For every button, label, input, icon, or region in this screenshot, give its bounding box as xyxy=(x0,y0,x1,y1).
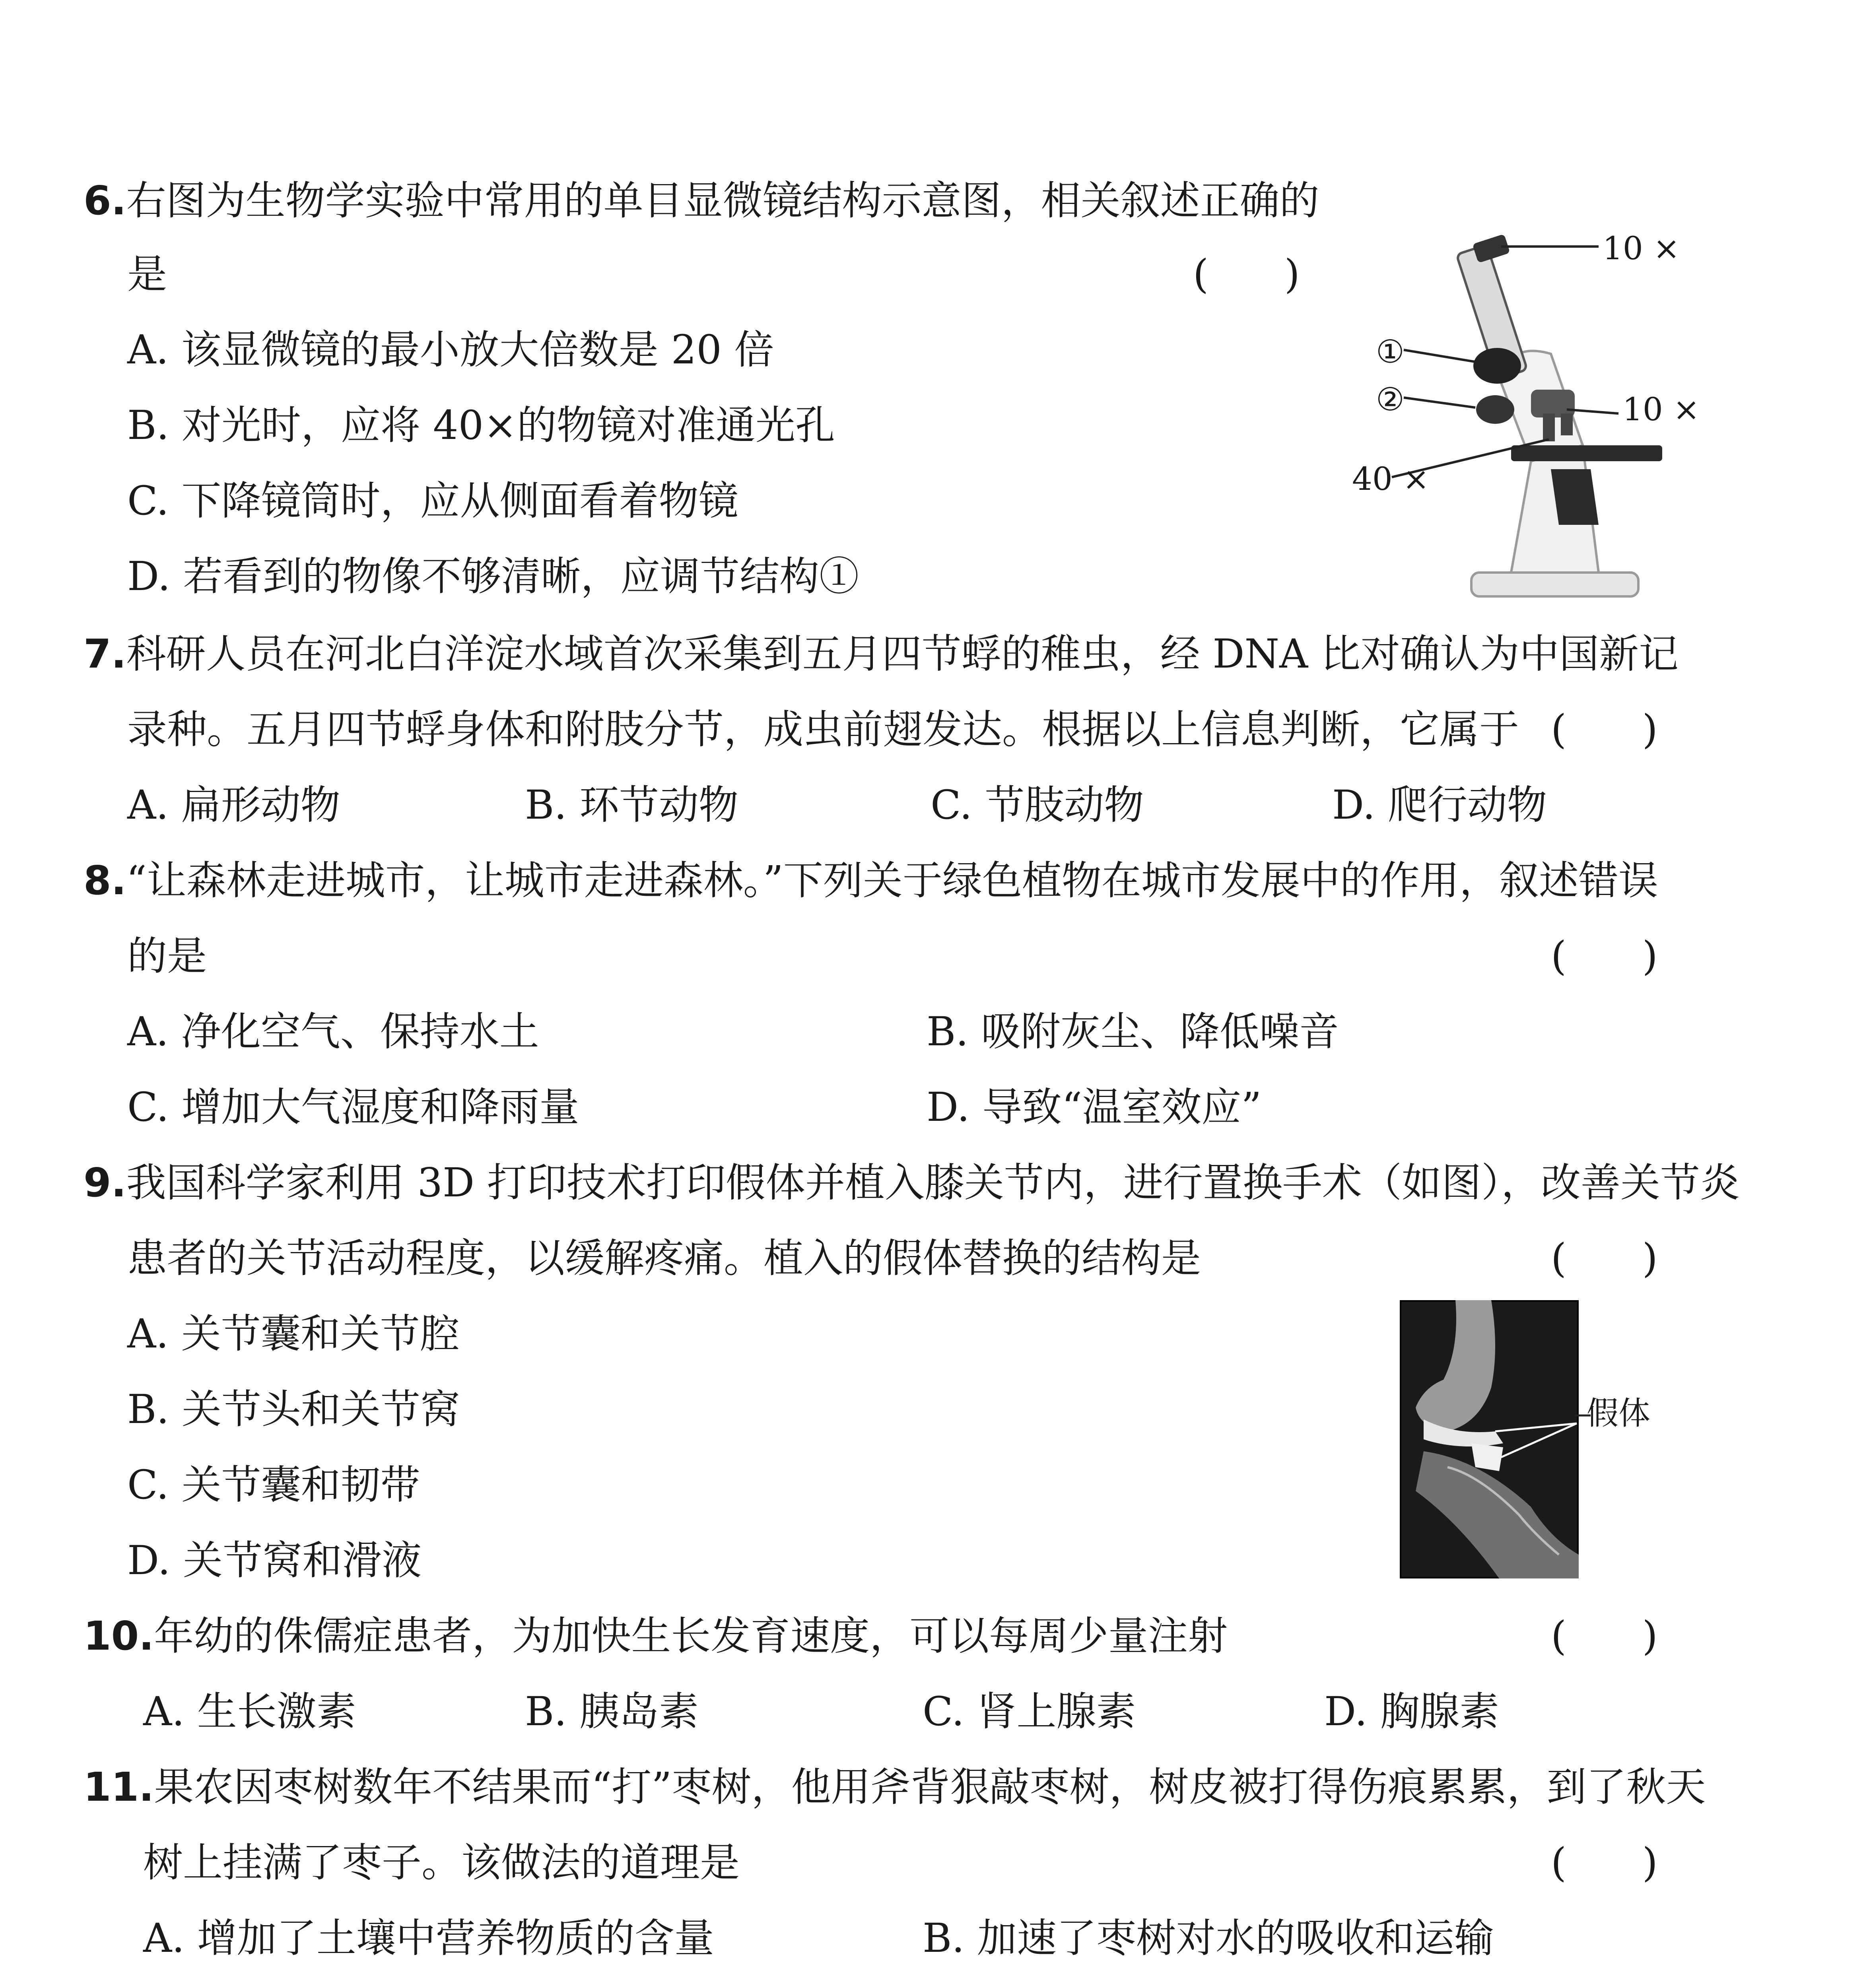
q6-stem-line2: 是 xyxy=(127,251,167,297)
prosthesis-label: 假体 xyxy=(1587,1395,1650,1432)
q9-option-a: A. 关节囊和关节腔 xyxy=(127,1310,460,1357)
q7-option-b: B. 环节动物 xyxy=(525,782,739,828)
q7-option-c: C. 节肢动物 xyxy=(931,782,1144,828)
structure-2-label: ② xyxy=(1376,381,1405,418)
q10-option-a: A. 生长激素 xyxy=(143,1688,356,1735)
q9-answer-blank: ( ) xyxy=(1551,1235,1658,1281)
q11-option-a: A. 增加了土壤中营养物质的含量 xyxy=(143,1915,714,1961)
q11-option-b: B. 加速了枣树对水的吸收和运输 xyxy=(923,1915,1494,1961)
q7-number: 7. xyxy=(84,631,126,677)
q11-number: 11. xyxy=(84,1764,154,1810)
knee-xray-figure xyxy=(1400,1300,1579,1578)
q11-stem-line2: 树上挂满了枣子。该做法的道理是 xyxy=(143,1839,740,1886)
q6-option-a: A. 该显微镜的最小放大倍数是 20 倍 xyxy=(127,326,774,373)
q7-option-a: A. 扁形动物 xyxy=(127,782,340,828)
q9-option-d: D. 关节窝和滑液 xyxy=(127,1537,422,1584)
q8-stem-line1: 8.“让森林走进城市，让城市走进森林。”下列关于绿色植物在城市发展中的作用，叙述错误 xyxy=(84,857,1658,904)
q6-option-b: B. 对光时，应将 40×的物镜对准通光孔 xyxy=(127,402,835,448)
eyepiece-label: 10 × xyxy=(1603,230,1680,267)
q6-stem-line1: 6.右图为生物学实验中常用的单目显微镜结构示意图，相关叙述正确的 xyxy=(84,177,1319,224)
q10-option-d: D. 胸腺素 xyxy=(1324,1688,1500,1735)
q8-option-d: D. 导致“温室效应” xyxy=(927,1084,1262,1130)
q8-number: 8. xyxy=(84,857,126,904)
q10-number: 10. xyxy=(84,1613,154,1659)
q8-option-b: B. 吸附灰尘、降低噪音 xyxy=(927,1008,1339,1055)
q6-option-d: D. 若看到的物像不够清晰，应调节结构① xyxy=(127,553,859,600)
q6-option-c: C. 下降镜筒时，应从侧面看着物镜 xyxy=(127,478,738,524)
q9-option-c: C. 关节囊和韧带 xyxy=(127,1462,420,1508)
q8-option-a: A. 净化空气、保持水土 xyxy=(127,1008,539,1055)
q8-stem-line2: 的是 xyxy=(127,933,207,979)
q10-option-c: C. 肾上腺素 xyxy=(923,1688,1136,1735)
q9-stem-line2: 患者的关节活动程度，以缓解疼痛。植入的假体替换的结构是 xyxy=(127,1235,1201,1281)
structure-1-label: ① xyxy=(1376,333,1405,370)
q10-answer-blank: ( ) xyxy=(1551,1613,1658,1659)
q10-option-b: B. 胰岛素 xyxy=(525,1688,699,1735)
q8-option-c: C. 增加大气湿度和降雨量 xyxy=(127,1084,579,1130)
q11-stem-line1: 11.果农因枣树数年不结果而“打”枣树，他用斧背狠敲枣树，树皮被打得伤痕累累，到了秋天 xyxy=(84,1764,1706,1810)
q7-stem-line1: 7.科研人员在河北白洋淀水域首次采集到五月四节蜉的稚虫，经 DNA 比对确认为中国新记 xyxy=(84,631,1679,677)
prosthesis-leader-line xyxy=(1575,1413,1591,1417)
q11-answer-blank: ( ) xyxy=(1551,1839,1658,1886)
q9-option-b: B. 关节头和关节窝 xyxy=(127,1386,460,1433)
q7-option-d: D. 爬行动物 xyxy=(1332,782,1547,828)
q8-answer-blank: ( ) xyxy=(1551,933,1658,979)
q9-stem-line1: 9.我国科学家利用 3D 打印技术打印假体并植入膝关节内，进行置换手术（如图），改善关节炎 xyxy=(84,1159,1740,1206)
q6-answer-blank: ( ) xyxy=(1193,251,1300,297)
objective-10x-label: 10 × xyxy=(1622,391,1700,428)
objective-40x-label: 40 × xyxy=(1352,460,1430,497)
q6-number: 6. xyxy=(84,177,126,224)
q10-stem-line1: 10.年幼的侏儒症患者，为加快生长发育速度，可以每周少量注射 xyxy=(84,1613,1228,1659)
q7-answer-blank: ( ) xyxy=(1551,706,1658,753)
q7-stem-line2: 录种。五月四节蜉身体和附肢分节，成虫前翅发达。根据以上信息判断，它属于 xyxy=(127,706,1519,753)
q9-number: 9. xyxy=(84,1159,126,1206)
